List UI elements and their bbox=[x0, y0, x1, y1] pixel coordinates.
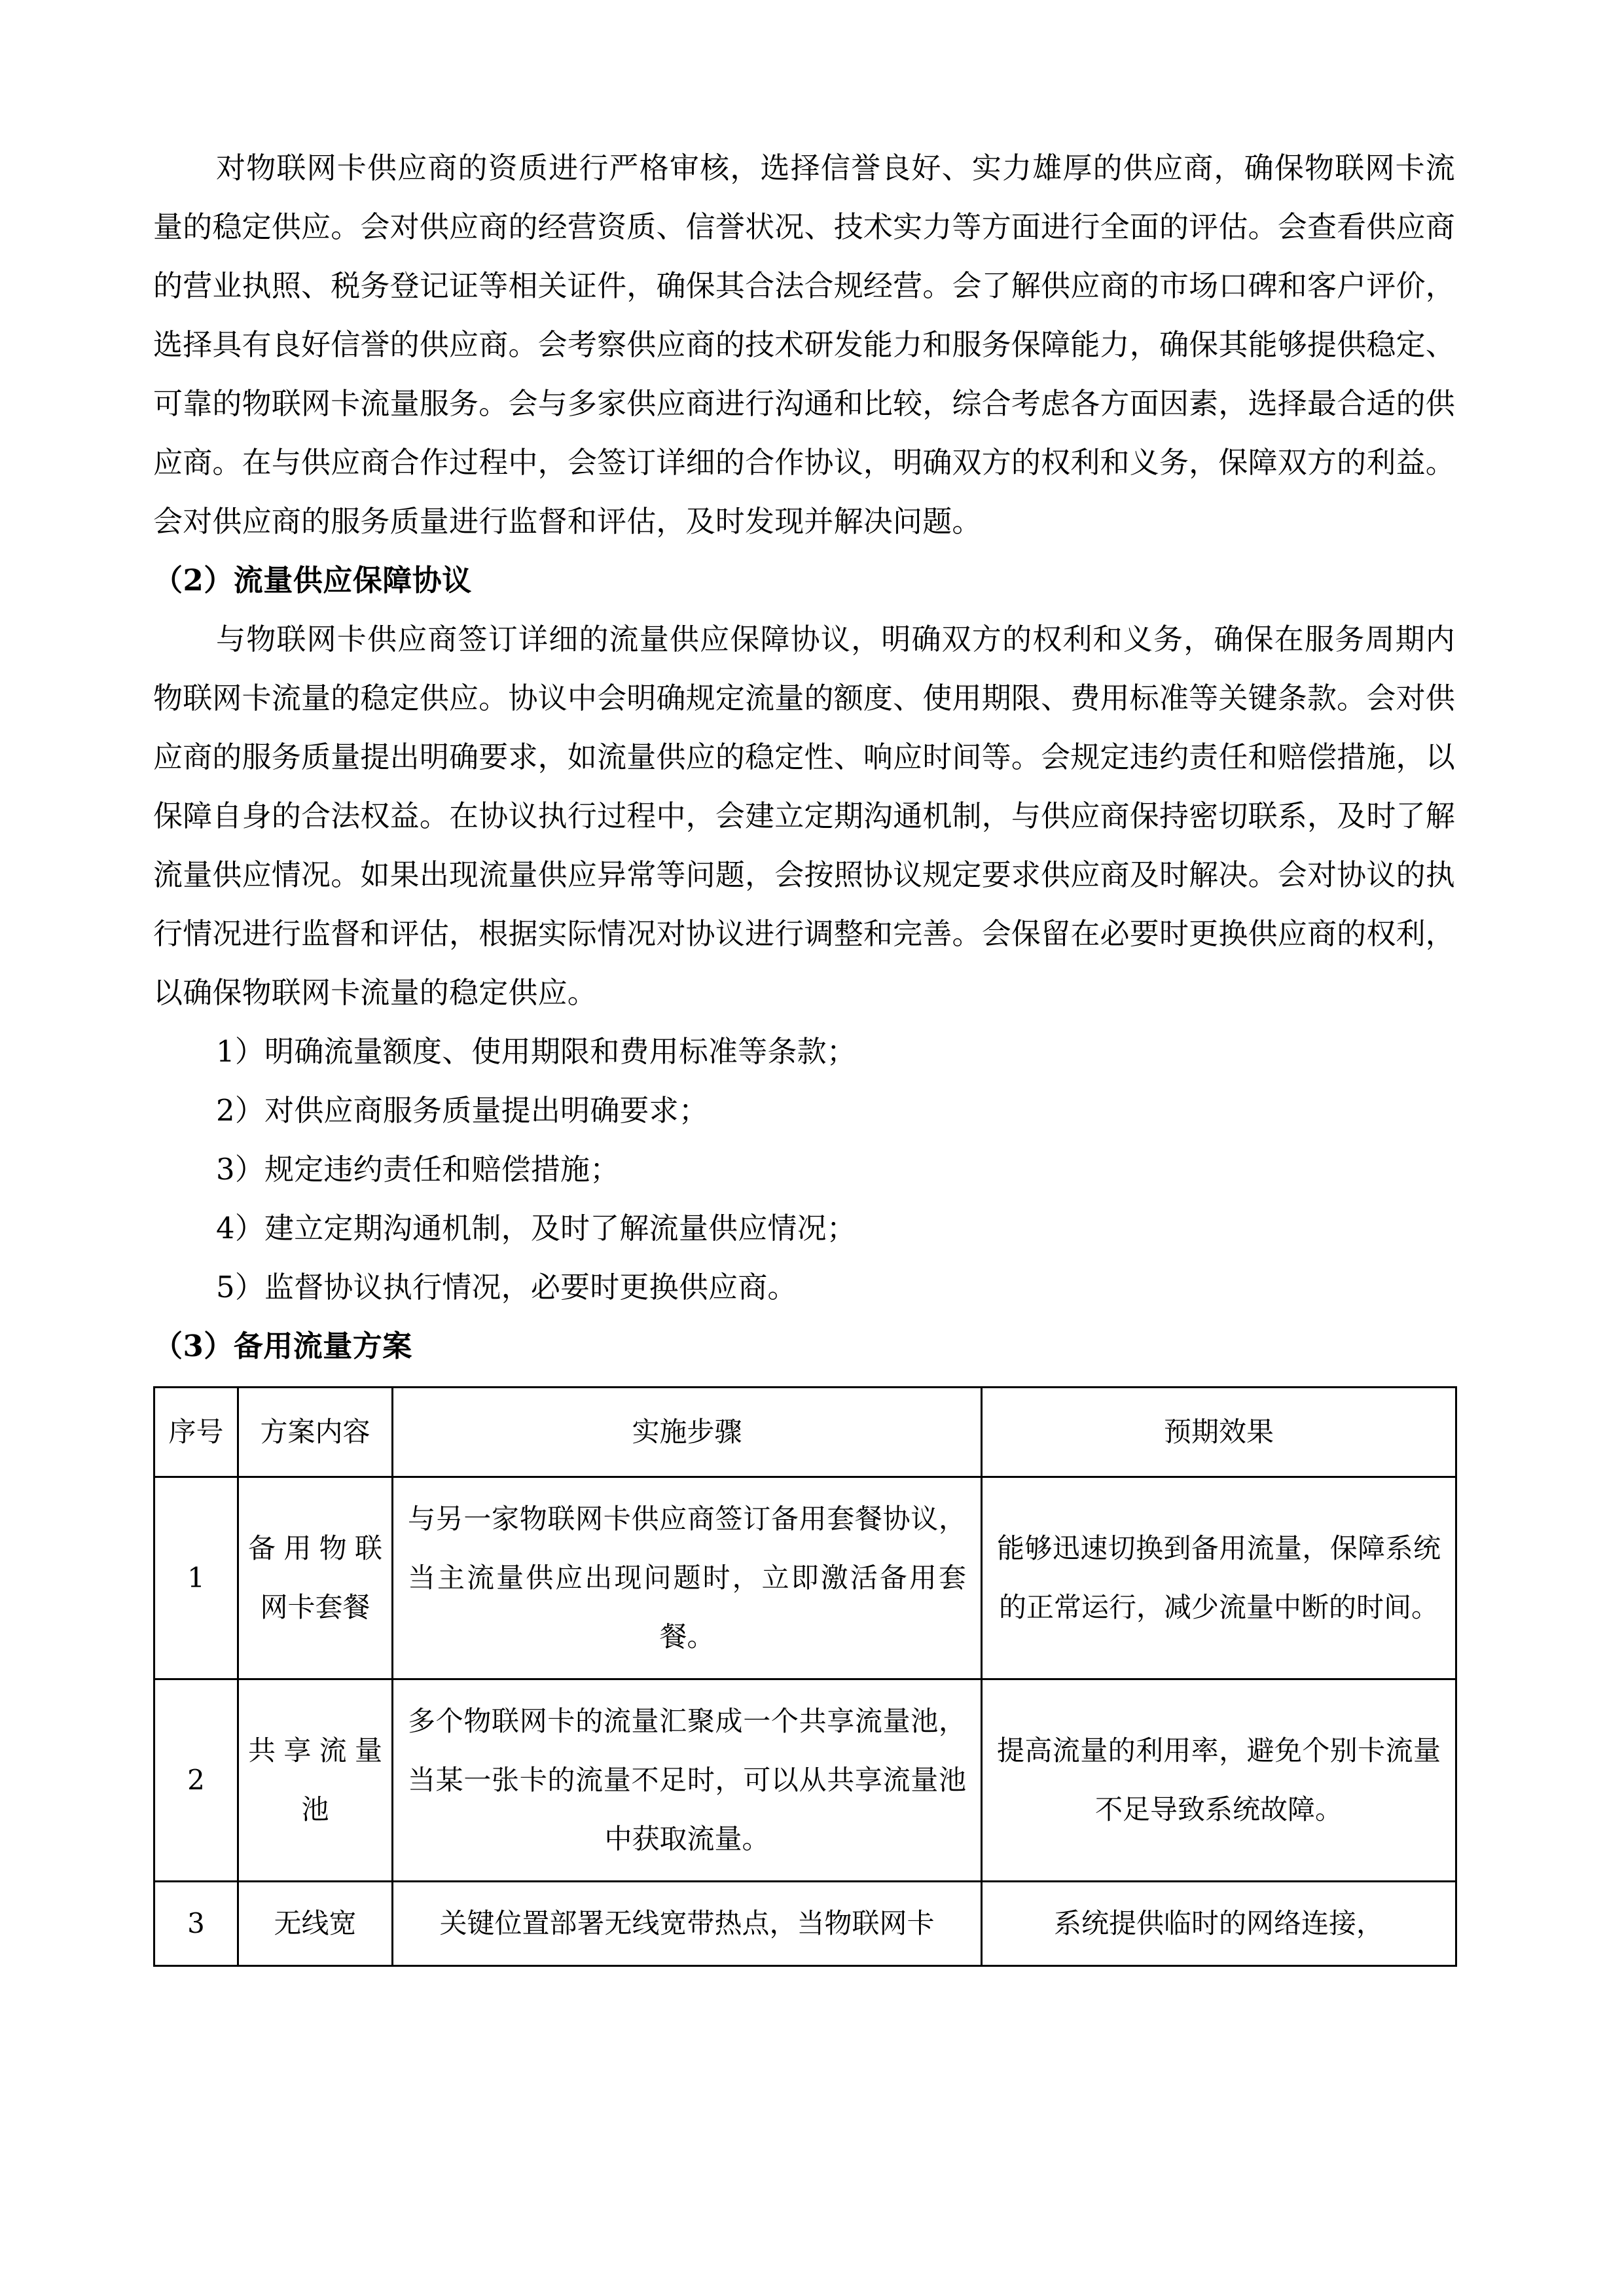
table-row bbox=[154, 1882, 1456, 1966]
list-item-1: 1）明确流量额度、使用期限和费用标准等条款； bbox=[216, 1034, 857, 1069]
heading-backup-flow-plan: （3）备用流量方案 bbox=[153, 1329, 412, 1363]
table-header-plan-content: 方案内容 bbox=[238, 1388, 393, 1477]
table-cell-expected-effect: 提高流量的利用率，避免个别卡流量不足导致系统故障。 bbox=[982, 1679, 1456, 1882]
backup-plan-table-wrapper bbox=[153, 1386, 1455, 1967]
table-cell-seq: 3 bbox=[154, 1882, 238, 1966]
table-cell-implementation-steps: 关键位置部署无线宽带热点，当物联网卡 bbox=[393, 1882, 982, 1966]
paragraph-flow-guarantee-agreement: 与物联网卡供应商签订详细的流量供应保障协议，明确双方的权利和义务，确保在服务周期内物联网卡流量的稳定供应。协议中会明确规定流量的额度、使用期限、费用标准等关键条款。会对供应商的服务质量提出明确要求，如流量供应的稳定性、响应时间等。会规定违约责任和赔偿措施，以保障自身的合法权益。在协议执行过程中，会建立定期沟通机制，与供应商保持密切联系，及时了解流量供应情况。如果出现流量供应异常等问题，会按照协议规定要求供应商及时解决。会对协议的执行情况进行监督和评估，根据实际情况对协议进行调整和完善。会保留在必要时更换供应商的权利，以确保物联网卡流量的稳定供应。 bbox=[153, 622, 1455, 1010]
table-cell-plan-content: 备用物联网卡套餐 bbox=[238, 1477, 393, 1679]
list-item-4: 4）建立定期沟通机制，及时了解流量供应情况； bbox=[216, 1211, 857, 1246]
page-content bbox=[153, 139, 1455, 1967]
list-item-5: 5）监督协议执行情况，必要时更换供应商。 bbox=[216, 1270, 797, 1304]
paragraph-supplier-qualification: 对物联网卡供应商的资质进行严格审核，选择信誉良好、实力雄厚的供应商，确保物联网卡流量的稳定供应。会对供应商的经营资质、信誉状况、技术实力等方面进行全面的评估。会查看供应商的营业执照、税务登记证等相关证件，确保其合法合规经营。会了解供应商的市场口碑和客户评价，选择具有良好信誉的供应商。会考察供应商的技术研发能力和服务保障能力，确保其能够提供稳定、可靠的物联网卡流量服务。会与多家供应商进行沟通和比较，综合考虑各方面因素，选择最合适的供应商。在与供应商合作过程中，会签订详细的合作协议，明确双方的权利和义务，保障双方的利益。会对供应商的服务质量进行监督和评估，及时发现并解决问题。 bbox=[153, 151, 1455, 539]
table-cell-implementation-steps: 多个物联网卡的流量汇聚成一个共享流量池，当某一张卡的流量不足时，可以从共享流量池中获取流量。 bbox=[393, 1679, 982, 1882]
list-item-3: 3）规定违约责任和赔偿措施； bbox=[216, 1152, 620, 1187]
table-cell-implementation-steps: 与另一家物联网卡供应商签订备用套餐协议，当主流量供应出现问题时，立即激活备用套餐。 bbox=[393, 1477, 982, 1679]
table-cell-plan-content: 共享流量池 bbox=[238, 1679, 393, 1882]
list-item-2: 2）对供应商服务质量提出明确要求； bbox=[216, 1093, 709, 1128]
table-cell-plan-content: 无线宽 bbox=[238, 1882, 393, 1966]
table-cell-expected-effect: 系统提供临时的网络连接， bbox=[982, 1882, 1456, 1966]
table-header-seq: 序号 bbox=[154, 1388, 238, 1477]
table-header-expected-effect: 预期效果 bbox=[982, 1388, 1456, 1477]
table-cell-seq: 2 bbox=[154, 1679, 238, 1882]
table-header-row bbox=[154, 1388, 1456, 1477]
table-row bbox=[154, 1679, 1456, 1882]
heading-flow-guarantee-agreement: （2）流量供应保障协议 bbox=[153, 563, 472, 598]
table-row bbox=[154, 1477, 1456, 1679]
table-cell-expected-effect: 能够迅速切换到备用流量，保障系统的正常运行，减少流量中断的时间。 bbox=[982, 1477, 1456, 1679]
table-header-implementation-steps: 实施步骤 bbox=[393, 1388, 982, 1477]
backup-plan-table bbox=[153, 1386, 1457, 1967]
table-cell-seq: 1 bbox=[154, 1477, 238, 1679]
